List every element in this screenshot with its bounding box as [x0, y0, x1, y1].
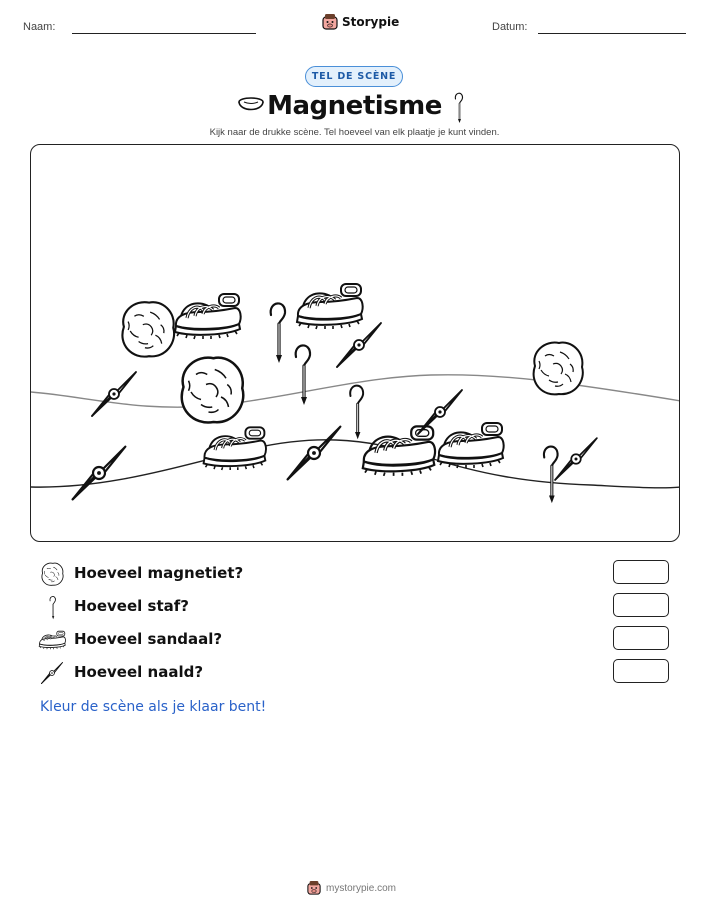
staff-icon [271, 303, 285, 363]
question-label: Hoeveel staf? [74, 597, 189, 615]
brand-name: Storypie [342, 15, 400, 29]
staff-icon [45, 594, 59, 620]
magnetite-rock-icon [182, 358, 244, 423]
sandal-icon [175, 294, 241, 339]
answer-box-staff[interactable] [613, 593, 669, 617]
sandal-icon [297, 284, 363, 329]
needle-icon [288, 427, 341, 480]
name-line[interactable] [72, 33, 256, 34]
question-label: Hoeveel magnetiet? [74, 564, 244, 582]
question-row-magnetite [38, 561, 678, 587]
name-label: Naam: [23, 21, 56, 33]
sandal-icon [438, 423, 504, 468]
answer-box-needle[interactable] [613, 659, 669, 683]
storypie-mascot-icon [322, 13, 338, 31]
worksheet-tag: TEL DE SCÈNE [305, 66, 403, 87]
question-label: Hoeveel sandaal? [74, 630, 223, 648]
footer-website[interactable]: mystorypie.com [326, 882, 397, 894]
needle-icon [73, 447, 126, 500]
closing-instruction: Kleur de scène als je klaar bent! [40, 699, 267, 715]
staff-icon [350, 386, 363, 440]
answer-box-magnetite[interactable] [613, 560, 669, 584]
sandal-icon [38, 630, 66, 650]
question-label: Hoeveel naald? [74, 663, 204, 681]
date-line[interactable] [538, 33, 686, 34]
answer-box-sandal[interactable] [613, 626, 669, 650]
needle-icon [555, 438, 597, 480]
date-label: Datum: [492, 21, 528, 33]
staff-icon [296, 345, 310, 405]
counting-scene [30, 144, 680, 542]
instructions: Kijk naar de drukke scène. Tel hoeveel van elk plaatje je kunt vinden. [209, 127, 500, 138]
brand-logo [322, 13, 399, 31]
magnetite-rock-icon [534, 343, 583, 395]
magnetite-rock-icon [39, 562, 65, 586]
question-row-staff [38, 594, 678, 620]
sandal-icon [363, 426, 435, 476]
page-title: Magnetisme [267, 91, 442, 121]
scene-illustration [31, 145, 680, 542]
needle-icon [418, 390, 462, 434]
staff-icon [448, 90, 468, 124]
footer [307, 880, 396, 896]
needle-icon [40, 661, 64, 685]
question-row-sandal [38, 627, 678, 653]
magnetite-rock-icon [122, 302, 174, 356]
needle-icon [92, 372, 136, 416]
question-row-needle [38, 660, 678, 686]
needle-icon [337, 323, 381, 367]
staff-icon [544, 447, 558, 504]
near-ground-line [31, 440, 680, 488]
sandal-icon [204, 427, 266, 470]
storypie-mascot-icon [307, 880, 321, 896]
